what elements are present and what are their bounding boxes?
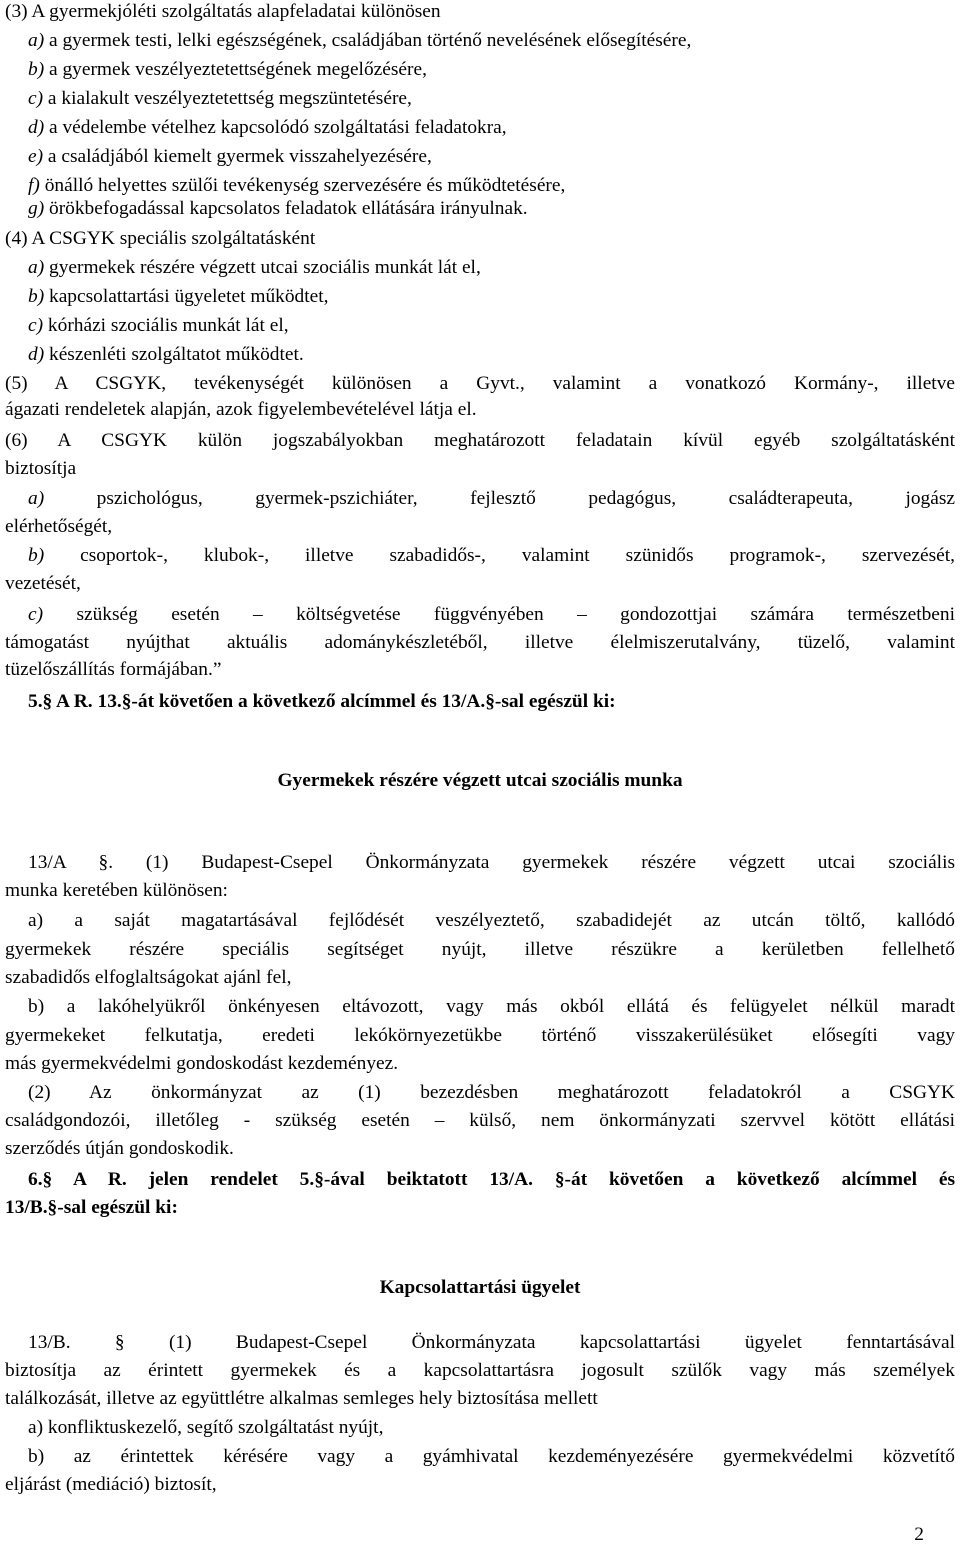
item-letter: e) [28, 146, 44, 167]
item-letter: f) [28, 175, 40, 196]
item-text: a védelembe vételhez kapcsolódó szolgáltatási feladatokra, [44, 117, 507, 138]
section-13b-item-b-line-2: eljárást (mediáció) biztosít, [5, 1474, 217, 1495]
page-number: 2 [914, 1524, 924, 1545]
para-6-item-c-cont-1: támogatást nyújthat aktuális adománykészletéből, illetve élelmiszerutalvány, tüzelő, valamint [5, 632, 955, 653]
para-4-item-c [28, 314, 955, 338]
para-6-item-a [28, 487, 955, 511]
item-text: a kialakult veszélyeztetettség megszüntetésére, [43, 88, 412, 109]
section-5-heading: 5.§ A R. 13.§-át követően a következő alcímmel és 13/A.§-sal egészül ki: [28, 691, 616, 712]
para-3-intro: (3) A gyermekjóléti szolgáltatás alapfeladatai különösen [5, 1, 441, 22]
para-4-item-b [28, 285, 955, 309]
item-text: örökbefogadással kapcsolatos feladatok ellátására irányulnak. [44, 198, 528, 219]
section-13b-para-1-line-1: 13/B. § (1) Budapest-Csepel Önkormányzata kapcsolattartási ügyelet fenntartásával [28, 1332, 955, 1353]
section-13a-para-1-line-1: 13/A §. (1) Budapest-Csepel Önkormányzata gyermekek részére végzett utcai szociális [28, 852, 955, 873]
section-5-subtitle: Gyermekek részére végzett utcai szociális munka [277, 770, 683, 791]
para-3-item-c [28, 87, 955, 111]
item-letter: d) [28, 344, 45, 365]
section-13a-item-b-line-3: más gyermekvédelmi gondoskodást kezdeményez. [5, 1053, 399, 1074]
section-13a-item-a-line-1: a) a saját magatartásával fejlődését veszélyeztető, szabadidejét az utcán töltő, kallódó [28, 910, 955, 931]
para-3-item-f [28, 174, 955, 198]
item-letter: a) [28, 30, 45, 51]
item-letter: a) [28, 488, 45, 509]
para-5-line-1: (5) A CSGYK, tevékenységét különösen a Gyvt., valamint a vonatkozó Kormány-, illetve [5, 373, 955, 394]
item-text: a családjából kiemelt gyermek visszahelyezésére, [43, 146, 432, 167]
item-text: szükség esetén – költségvetése függvényében – gondozottjai számára természetbeni [43, 604, 955, 625]
section-13a-item-b-line-1: b) a lakóhelyükről önkényesen eltávozott, vagy más okból ellátá és felügyelet nélkül maradt [28, 996, 955, 1017]
para-3-item-e [28, 145, 955, 169]
section-13a-para-2-line-2: családgondozói, illetőleg - szükség esetén – külső, nem önkormányzati szervvel kötött ellátási [5, 1110, 955, 1131]
section-13a-para-2-line-3: szerződés útján gondoskodik. [5, 1138, 234, 1159]
section-13b-item-b-line-1: b) az érintettek kérésére vagy a gyámhivatal kezdeményezésére gyermekvédelmi közvetítő [28, 1446, 955, 1467]
item-letter: b) [28, 545, 45, 566]
para-4-intro: (4) A CSGYK speciális szolgáltatásként [5, 228, 316, 249]
item-text: kapcsolattartási ügyeletet működtet, [44, 286, 329, 307]
para-3-item-b [28, 58, 955, 82]
para-6-item-c-cont-2: tüzelőszállítás formájában.” [5, 659, 222, 680]
section-13b-para-1-line-2: biztosítja az érintett gyermekek és a kapcsolattartásra jogosult szülők vagy más személyek [5, 1360, 955, 1381]
para-4-item-d [28, 343, 955, 367]
section-13b-para-1-line-3: találkozását, illetve az együttlétre alkalmas semleges hely biztosítása mellett [5, 1388, 598, 1409]
para-6-item-b-cont: vezetését, [5, 573, 81, 594]
para-5-line-2: ágazati rendeletek alapján, azok figyelembevételével látja el. [5, 399, 477, 420]
section-13a-para-1-line-2: munka keretében különösen: [5, 880, 228, 901]
item-letter: d) [28, 117, 45, 138]
section-13a-item-b-line-2: gyermekeket felkutatja, eredeti lekókörnyezetükbe történő visszakerülésüket elősegíti vagy [5, 1025, 955, 1046]
para-3-item-a [28, 29, 955, 53]
item-text: önálló helyettes szülői tevékenység szervezésére és működtetésére, [39, 175, 566, 196]
para-6-line-1: (6) A CSGYK külön jogszabályokban meghatározott feladatain kívül egyéb szolgáltatásként [5, 430, 955, 451]
para-6-item-b [28, 544, 955, 568]
item-letter: c) [28, 604, 44, 625]
item-letter: b) [28, 59, 45, 80]
para-6-line-2: biztosítja [5, 458, 77, 479]
item-letter: a) [28, 257, 45, 278]
section-13a-para-2-line-1: (2) Az önkormányzat az (1) bezezdésben meghatározott feladatokról a CSGYK [28, 1082, 955, 1103]
item-letter: g) [28, 198, 45, 219]
para-3-item-g [28, 197, 955, 221]
para-6-item-c [28, 603, 955, 627]
item-text: készenléti szolgáltatot működtet. [44, 344, 304, 365]
item-letter: b) [28, 286, 45, 307]
item-text: csoportok-, klubok-, illetve szabadidős-, valamint szünidős programok-, szervezését, [44, 545, 955, 566]
item-text: a gyermek veszélyeztetettségének megelőzésére, [44, 59, 427, 80]
section-13b-item-a: a) konfliktuskezelő, segítő szolgáltatást nyújt, [28, 1417, 384, 1438]
section-13a-item-a-line-2: gyermekek részére speciális segítséget nyújt, illetve részükre a kerületben fellelhető [5, 939, 955, 960]
section-6-heading-line-2: 13/B.§-sal egészül ki: [5, 1197, 178, 1218]
section-6-subtitle: Kapcsolattartási ügyelet [379, 1277, 581, 1298]
section-6-heading-line-1: 6.§ A R. jelen rendelet 5.§-ával beiktatott 13/A. §-át követően a következő alcímmel és [28, 1169, 955, 1190]
section-13a-item-a-line-3: szabadidős elfoglaltságokat ajánl fel, [5, 967, 292, 988]
para-3-item-d [28, 116, 955, 140]
item-letter: c) [28, 315, 44, 336]
item-text: pszichológus, gyermek-pszichiáter, fejlesztő pedagógus, családterapeuta, jogász [44, 488, 955, 509]
item-text: a gyermek testi, lelki egészségének, családjában történő nevelésének elősegítésére, [44, 30, 692, 51]
item-text: gyermekek részére végzett utcai szociális munkát lát el, [44, 257, 481, 278]
item-text: kórházi szociális munkát lát el, [43, 315, 289, 336]
para-6-item-a-cont: elérhetőségét, [5, 516, 113, 537]
para-4-item-a [28, 256, 955, 280]
item-letter: c) [28, 88, 44, 109]
